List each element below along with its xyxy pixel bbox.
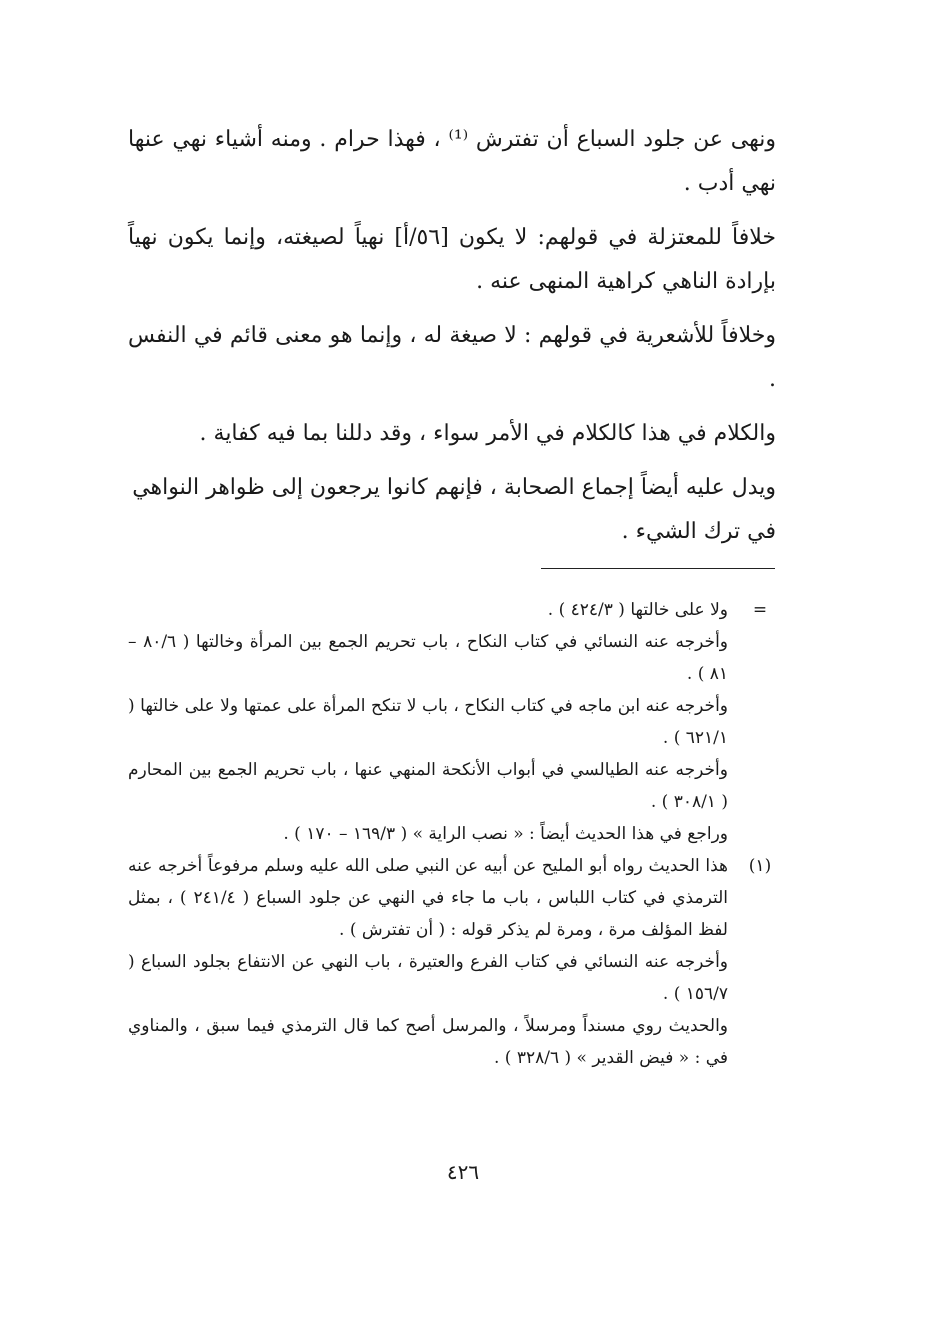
main-text bbox=[128, 118, 776, 564]
paragraph: ونهى عن جلود السباع أن تفترش ⁽¹⁾ ، فهذا حرام . ومنه أشياء نهي عنها نهي أدب . bbox=[128, 127, 777, 196]
footnote-line: والحديث روي مسنداً ومرسلاً ، والمرسل أصح كما قال الترمذي فيما سبق ، والمناوي في : « فيض القدير » ( ٣٢٨/٦ ) . bbox=[128, 1016, 728, 1068]
footnote-line: وراجع في هذا الحديث أيضاً : « نصب الراية » ( ١٦٩/٣ – ١٧٠ ) . bbox=[283, 824, 728, 844]
footnote-continuation bbox=[128, 594, 768, 850]
footnote-line: وأخرجه عنه النسائي في كتاب النكاح ، باب تحريم الجمع بين المرأة وخالتها ( ٨٠/٦ – ٨١ ) . bbox=[128, 632, 728, 684]
paragraph: وخلافاً للأشعرية في قولهم : لا صيغة له ، وإنما هو معنى قائم في النفس . bbox=[128, 323, 776, 392]
paragraph: والكلام في هذا كالكلام في الأمر سواء ، وقد دللنا بما فيه كفاية . bbox=[199, 421, 776, 446]
footnote-line: وأخرجه عنه ابن ماجه في كتاب النكاح ، باب لا تنكح المرأة على عمتها ولا على خالتها ( ٦٢١/١ ) . bbox=[128, 696, 728, 748]
footnotes bbox=[128, 594, 772, 1074]
footnote-line: ولا على خالتها ( ٤٢٤/٣ ) . bbox=[547, 600, 728, 620]
page-number: ٤٢٦ bbox=[446, 1160, 480, 1184]
footnote-line: وأخرجه عنه الطيالسي في أبواب الأنكحة المنهي عنها ، باب تحريم الجمع بين المحارم ( ٣٠٨/١ ) . bbox=[128, 760, 728, 812]
paragraph: ويدل عليه أيضاً إجماع الصحابة ، فإنهم كانوا يرجعون إلى ظواهر النواهي في ترك الشيء . bbox=[132, 475, 776, 544]
footnote-line: هذا الحديث رواه أبو المليح عن أبيه عن النبي صلى الله عليه وسلم مرفوعاً أخرجه عنه الترمذي في كتاب اللباس ، باب ما جاء في النهي عن جلود السباع ( ٢٤١/٤ ) ، بمثل لفظ المؤلف مرة ، ومرة لم يذكر قوله : ( أن تفترش ) . bbox=[128, 856, 728, 940]
paragraph: خلافاً للمعتزلة في قولهم: لا يكون [٥٦/أ] نهياً لصيغته، وإنما يكون نهياً بإرادة الناهي كراهية المنهى عنه . bbox=[128, 225, 776, 294]
footnote-separator bbox=[541, 568, 775, 569]
footnote-1-marker: (١) bbox=[748, 856, 772, 876]
footnote-continuation-marker: = bbox=[752, 600, 768, 620]
footnote-line: وأخرجه عنه النسائي في كتاب الفرع والعتيرة ، باب النهي عن الانتفاع بجلود السباع ( ١٥٦/٧ ) . bbox=[128, 952, 728, 1004]
footnote-1 bbox=[128, 850, 772, 1074]
